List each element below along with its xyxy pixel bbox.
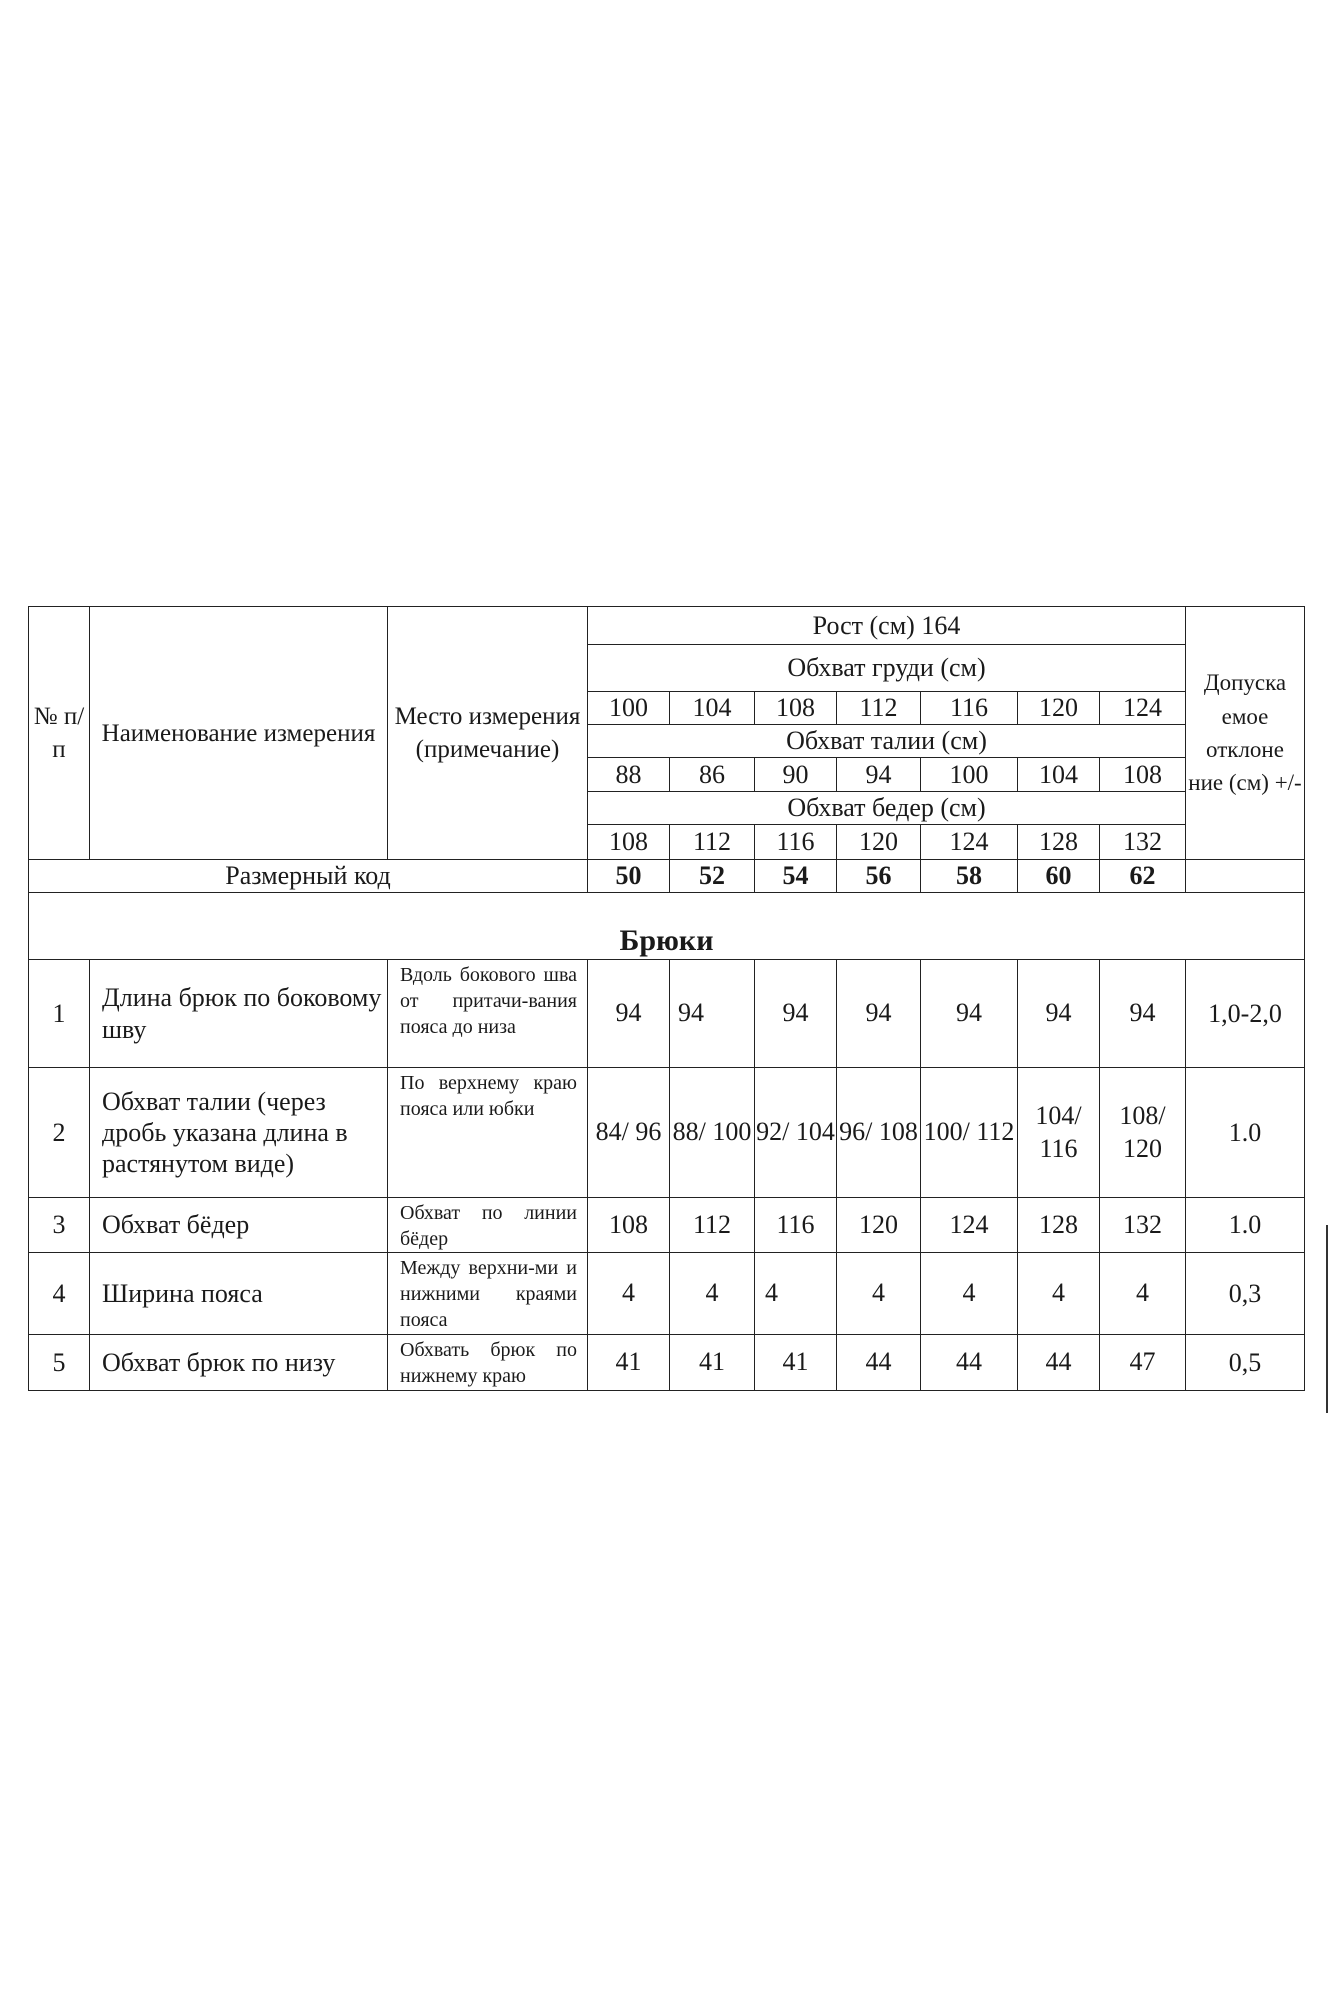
size-code: 60 <box>1018 860 1100 893</box>
table-row <box>29 1068 1305 1198</box>
size-code: 52 <box>670 860 755 893</box>
size-value: 92/ 104 <box>755 1068 837 1198</box>
hips-value: 108 <box>588 825 670 860</box>
size-value: 120 <box>837 1198 921 1253</box>
right-edge-line <box>1326 1225 1328 1413</box>
size-value: 132 <box>1100 1198 1186 1253</box>
chest-header: Обхват груди (см) <box>588 645 1186 692</box>
chest-value: 116 <box>921 692 1018 725</box>
size-value: 41 <box>670 1335 755 1391</box>
waist-value: 90 <box>755 758 837 792</box>
size-value: 94 <box>670 960 755 1068</box>
size-value: 96/ 108 <box>837 1068 921 1198</box>
size-value: 104/ 116 <box>1018 1068 1100 1198</box>
size-value: 94 <box>837 960 921 1068</box>
size-value: 116 <box>755 1198 837 1253</box>
chest-value: 124 <box>1100 692 1186 725</box>
size-value: 94 <box>1018 960 1100 1068</box>
measurement-place: По верхнему краю пояса или юбки <box>388 1068 588 1198</box>
size-value: 124 <box>921 1198 1018 1253</box>
tolerance-value: 1.0 <box>1186 1068 1305 1198</box>
row-number: 1 <box>29 960 90 1068</box>
place-header: Место измерения (примечание) <box>388 607 588 860</box>
measurement-place: Обхват по линии бёдер <box>388 1198 588 1253</box>
hips-value: 124 <box>921 825 1018 860</box>
size-value: 41 <box>588 1335 670 1391</box>
height-header: Рост (см) 164 <box>588 607 1186 645</box>
size-value: 94 <box>755 960 837 1068</box>
waist-value: 104 <box>1018 758 1100 792</box>
size-value: 44 <box>921 1335 1018 1391</box>
row-number: 3 <box>29 1198 90 1253</box>
measurement-name: Обхват бёдер <box>90 1198 388 1253</box>
waist-value: 88 <box>588 758 670 792</box>
measurement-name: Длина брюк по боковому шву <box>90 960 388 1068</box>
size-code-label: Размерный код <box>29 860 588 893</box>
measurement-name: Ширина пояса <box>90 1253 388 1335</box>
size-value: 44 <box>837 1335 921 1391</box>
hips-value: 120 <box>837 825 921 860</box>
size-value: 4 <box>670 1253 755 1335</box>
size-value: 94 <box>588 960 670 1068</box>
chest-value: 108 <box>755 692 837 725</box>
measurement-name: Обхват талии (через дробь указана длина в растянутом виде) <box>90 1068 388 1198</box>
size-value: 88/ 100 <box>670 1068 755 1198</box>
size-value: 41 <box>755 1335 837 1391</box>
size-value: 128 <box>1018 1198 1100 1253</box>
waist-value: 108 <box>1100 758 1186 792</box>
size-value: 112 <box>670 1198 755 1253</box>
size-value: 4 <box>837 1253 921 1335</box>
size-value: 4 <box>755 1253 837 1335</box>
chest-value: 120 <box>1018 692 1100 725</box>
hips-value: 128 <box>1018 825 1100 860</box>
num-header: № п/ п <box>29 607 90 860</box>
size-code: 50 <box>588 860 670 893</box>
size-value: 4 <box>1100 1253 1186 1335</box>
row-number: 2 <box>29 1068 90 1198</box>
size-value: 94 <box>1100 960 1186 1068</box>
row-number: 5 <box>29 1335 90 1391</box>
size-value: 44 <box>1018 1335 1100 1391</box>
size-code: 58 <box>921 860 1018 893</box>
measurement-place: Обхвать брюк по нижнему краю <box>388 1335 588 1391</box>
table-row <box>29 1253 1305 1335</box>
tolerance-value: 0,3 <box>1186 1253 1305 1335</box>
tolerance-value: 1.0 <box>1186 1198 1305 1253</box>
chest-value: 100 <box>588 692 670 725</box>
size-value: 4 <box>921 1253 1018 1335</box>
size-value: 4 <box>588 1253 670 1335</box>
size-value: 84/ 96 <box>588 1068 670 1198</box>
size-chart-table <box>28 606 1305 1391</box>
size-code-tolerance-empty <box>1186 860 1305 893</box>
hips-value: 112 <box>670 825 755 860</box>
table-row <box>29 1198 1305 1253</box>
measurement-name: Обхват брюк по низу <box>90 1335 388 1391</box>
tolerance-value: 0,5 <box>1186 1335 1305 1391</box>
hips-header: Обхват бедер (см) <box>588 792 1186 825</box>
size-code: 56 <box>837 860 921 893</box>
waist-value: 86 <box>670 758 755 792</box>
table-row <box>29 1335 1305 1391</box>
tolerance-value: 1,0-2,0 <box>1186 960 1305 1068</box>
measurement-place: Между верхни-ми и нижними краями пояса <box>388 1253 588 1335</box>
waist-header: Обхват талии (см) <box>588 725 1186 758</box>
hips-value: 116 <box>755 825 837 860</box>
section-title: Брюки <box>29 893 1305 960</box>
hips-value: 132 <box>1100 825 1186 860</box>
name-header: Наименование измерения <box>90 607 388 860</box>
tolerance-header: Допуска емое отклоне ние (см) +/- <box>1186 607 1305 860</box>
size-value: 108/ 120 <box>1100 1068 1186 1198</box>
size-value: 47 <box>1100 1335 1186 1391</box>
chest-value: 104 <box>670 692 755 725</box>
chest-value: 112 <box>837 692 921 725</box>
size-value: 4 <box>1018 1253 1100 1335</box>
row-number: 4 <box>29 1253 90 1335</box>
size-value: 100/ 112 <box>921 1068 1018 1198</box>
table-row <box>29 960 1305 1068</box>
size-value: 94 <box>921 960 1018 1068</box>
waist-value: 100 <box>921 758 1018 792</box>
size-value: 108 <box>588 1198 670 1253</box>
waist-value: 94 <box>837 758 921 792</box>
size-code: 62 <box>1100 860 1186 893</box>
size-code: 54 <box>755 860 837 893</box>
measurement-place: Вдоль бокового шва от притачи-вания пояса до низа <box>388 960 588 1068</box>
